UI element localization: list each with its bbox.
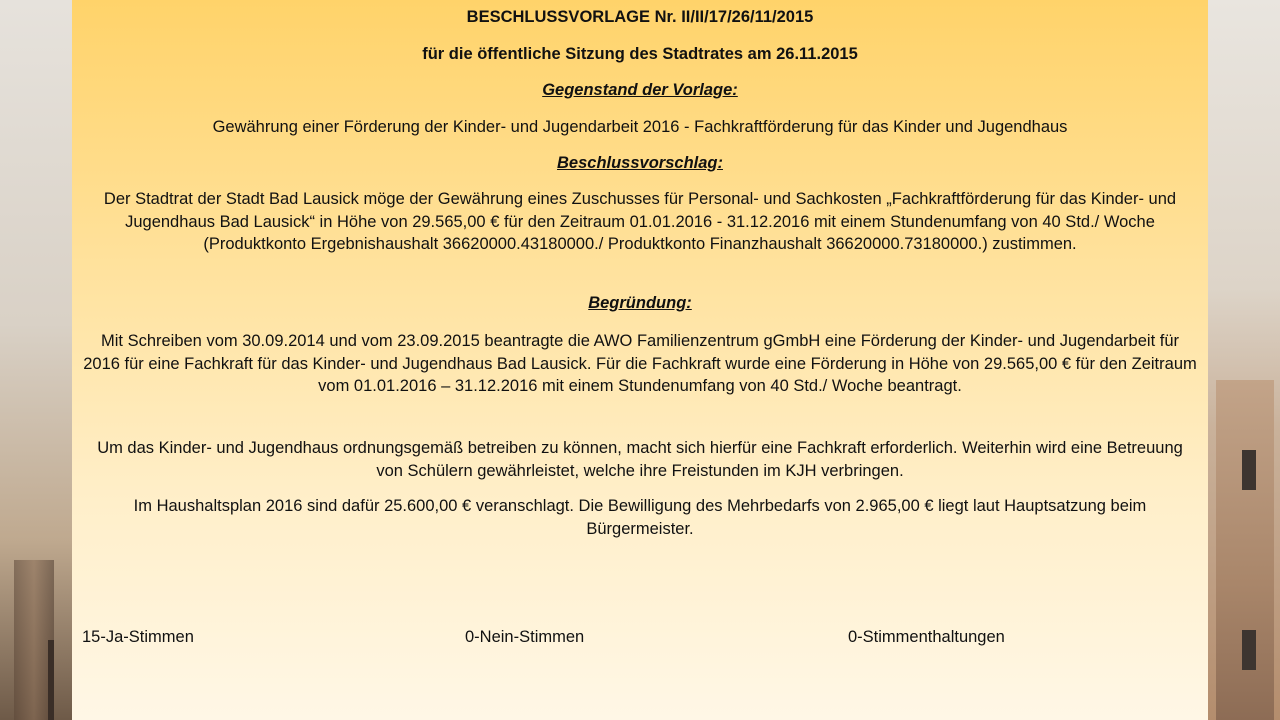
reason-heading: Begründung: <box>588 294 692 312</box>
reason-paragraph: Um das Kinder- und Jugendhaus ordnungsgemäß betreiben zu können, macht sich hierfür eine Fachkraft erforderlich. Weiterhin wird eine Betreuung von Schülern gewährleistet, welche ihre Freistunden im KJH verbringen. <box>97 439 1183 480</box>
background-photo-right <box>1208 0 1280 720</box>
document-subtitle: für die öffentliche Sitzung des Stadtrates am 26.11.2015 <box>422 45 858 63</box>
street-lamp-image <box>48 640 54 720</box>
vote-results <box>72 626 1208 648</box>
document-panel <box>72 0 1208 720</box>
tower-building-image <box>1216 380 1274 720</box>
vote-no: 0-Nein-Stimmen <box>465 628 585 646</box>
vote-yes: 15-Ja-Stimmen <box>82 628 194 646</box>
subject-heading: Gegenstand der Vorlage: <box>542 81 738 99</box>
tower-window <box>1242 450 1256 490</box>
reason-paragraph: Im Haushaltsplan 2016 sind dafür 25.600,00 € veranschlagt. Die Bewilligung des Mehrbedarfs von 2.965,00 € liegt laut Hauptsatzung beim Bürgermeister. <box>133 497 1147 538</box>
proposal-heading: Beschlussvorschlag: <box>557 154 723 172</box>
proposal-text: Der Stadtrat der Stadt Bad Lausick möge der Gewährung eines Zuschusses für Personal- und Sachkosten „Fachkraftförderung für das Kinder- und Jugendhaus Bad Lausick“ in Höhe von 29.565,00 € für den Zeitraum 01.01.2016 - 31.12.2016 mit einem Stundenumfang von 40 Std./ Woche (Produktkonto Ergebnishaushalt 36620000.43180000./ Produktkonto Finanzhaushalt 36620000.73180000.) zustimmen. <box>103 190 1177 253</box>
background-photo-left <box>0 0 72 720</box>
vote-abstain: 0-Stimmenthaltungen <box>848 628 1005 646</box>
subject-text: Gewährung einer Förderung der Kinder- und Jugendarbeit 2016 - Fachkraftförderung für das Kinder und Jugendhaus <box>212 118 1068 136</box>
tower-window <box>1242 630 1256 670</box>
document-title: BESCHLUSSVORLAGE Nr. II/II/17/26/11/2015 <box>466 8 814 26</box>
reason-paragraph: Mit Schreiben vom 30.09.2014 und vom 23.09.2015 beantragte die AWO Familienzentrum gGmbH eine Förderung der Kinder- und Jugendarbeit für 2016 für eine Fachkraft für das Kinder- und Jugendhaus Bad Lausick. Für die Fachkraft wurde eine Förderung in Höhe von 29.565,00 € für den Zeitraum vom 01.01.2016 – 31.12.2016 mit einem Stundenumfang von 40 Std./ Woche beantragt. <box>83 332 1197 395</box>
